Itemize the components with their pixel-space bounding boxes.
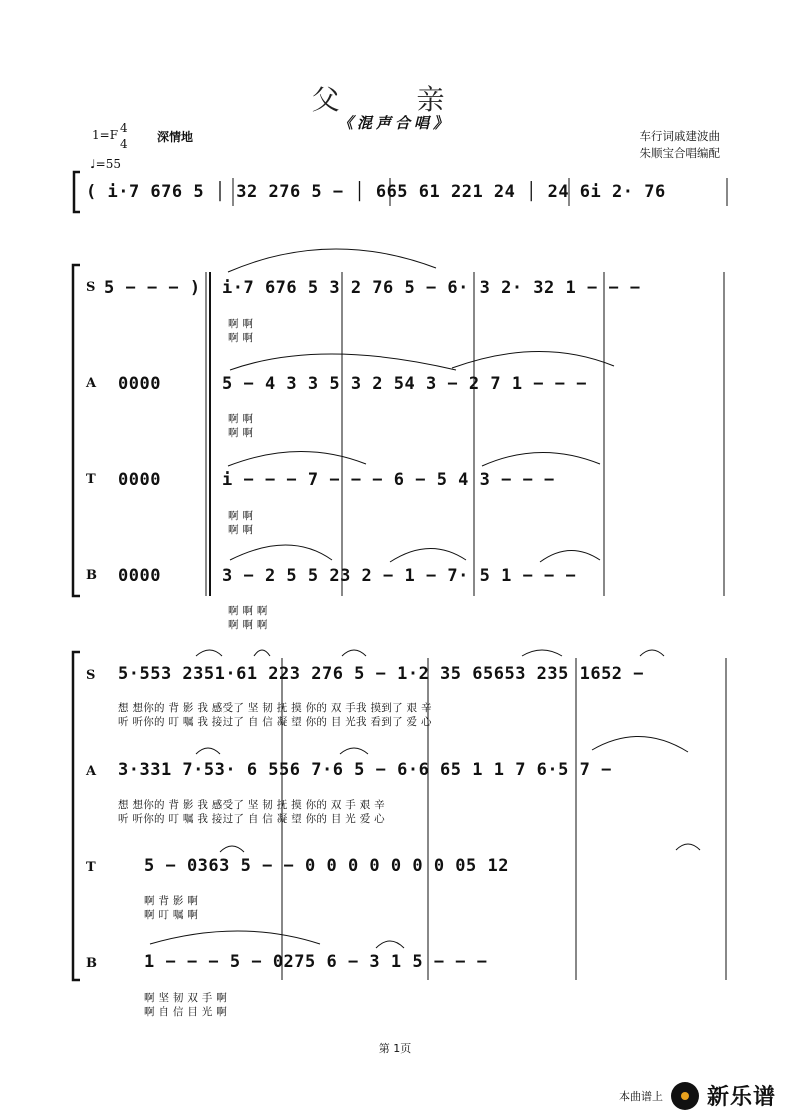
expression-mark: 深情地 [157,130,194,144]
credit-lyricist-composer: 车行词戚建波曲 [639,129,720,143]
tenor-notes-2: 5 − 0363 5 − − 0 0 0 0 0 0 0 05 12 [144,856,509,876]
soprano-lyric-verse2-2: 听 听你的 叮 嘱 我 接过了 自 信 凝 望 你的 目 光我 看到了 爱 心 [118,716,432,728]
tempo-value: =55 [95,157,121,171]
bass-lyric-verse1-2: 啊 坚 韧 双 手 啊 [144,992,227,1004]
alto-lyric-verse1: 啊 啊 [228,413,254,425]
alto-lyric-verse2: 啊 啊 [228,427,254,439]
quarter-note-icon: ♩ [90,157,96,171]
soprano-lyric-verse1-2: 想 想你的 背 影 我 感受了 坚 韧 抚 摸 你的 双 手我 摸到了 艰 辛 [118,702,432,714]
source-prefix: 本曲谱上 [618,1089,663,1103]
alto-lyric-verse1-2: 想 想你的 背 影 我 感受了 坚 韧 抚 摸 你的 双 手 艰 辛 [118,799,385,811]
part-label-soprano: S [86,280,96,295]
part-label-alto: A [86,376,97,391]
tenor-pre-notes: 0000 [118,470,161,490]
part-label-bass: B [86,568,97,583]
bass-lyric-verse2: 啊 啊 啊 [228,619,268,631]
brand-name: 新乐谱 [706,1085,776,1110]
tenor-lyric-verse1-2: 啊 背 影 啊 [144,895,199,907]
alto-pre-notes: 0000 [118,374,161,394]
record-disc-icon [671,1082,699,1110]
bass-notes-2: 1 − − − 5 − 0275 6 − 3 1 5 − − − [144,952,488,972]
key-signature: 1=F [92,128,119,142]
part-label-alto-2: A [86,764,97,779]
time-signature-bottom: 4 [120,137,128,151]
bass-lyric-verse2-2: 啊 自 信 目 光 啊 [144,1006,227,1018]
time-signature [120,120,128,152]
bass-pre-notes: 0000 [118,566,161,586]
alto-lyric-verse2-2: 听 听你的 叮 嘱 我 接过了 自 信 凝 望 你的 目 光 爱 心 [118,813,385,825]
soprano-pre-notes: 5 − − − ) [104,278,201,298]
tenor-lyric-verse1: 啊 啊 [228,510,254,522]
page-number: 第 1页 [378,1042,412,1055]
tempo-mark [90,157,121,171]
tenor-lyric-verse2: 啊 啊 [228,524,254,536]
soprano-notes-2: 5·553 2351·61 223 276 5 − 1·2 35 65653 235 1652 − [118,664,645,684]
soprano-lyric-verse1: 啊 啊 [228,318,254,330]
source-logo[interactable] [619,1080,776,1111]
subtitle: 《混声合唱》 [337,114,452,132]
part-label-tenor: T [86,472,96,487]
soprano-lyric-verse2: 啊 啊 [228,332,254,344]
time-signature-top: 4 [120,121,128,135]
tenor-lyric-verse2-2: 啊 叮 嘱 啊 [144,909,199,921]
credit-arranger: 朱顺宝合唱编配 [639,146,720,160]
intro-line: ( i·7 676 5 │ 32 276 5 − │ 665 61 221 24 │ 24 6i 2· 76 [86,182,666,202]
part-label-soprano-2: S [86,668,96,683]
bass-lyric-verse1: 啊 啊 啊 [228,605,268,617]
alto-notes-2: 3·331 7·53· 6 556 7·6 5 − 6·6 65 1 1 7 6·5 7 − [118,760,612,780]
bass-notes: 3 − 2 5 5 23 2 − 1 − 7· 5 1 − − − [222,566,577,586]
page-title: 父 亲 [311,83,479,116]
part-label-tenor-2: T [86,860,96,875]
alto-notes: 5 − 4 3 3 5 3 2 54 3 − 2 7 1 − − − [222,374,587,394]
tenor-notes: i − − − 7 − − − 6 − 5 4 3 − − − [222,470,555,490]
soprano-notes: i·7 676 5 3 2 76 5 − 6· 3 2· 32 1 − − − [222,278,641,298]
part-label-bass-2: B [86,956,97,971]
